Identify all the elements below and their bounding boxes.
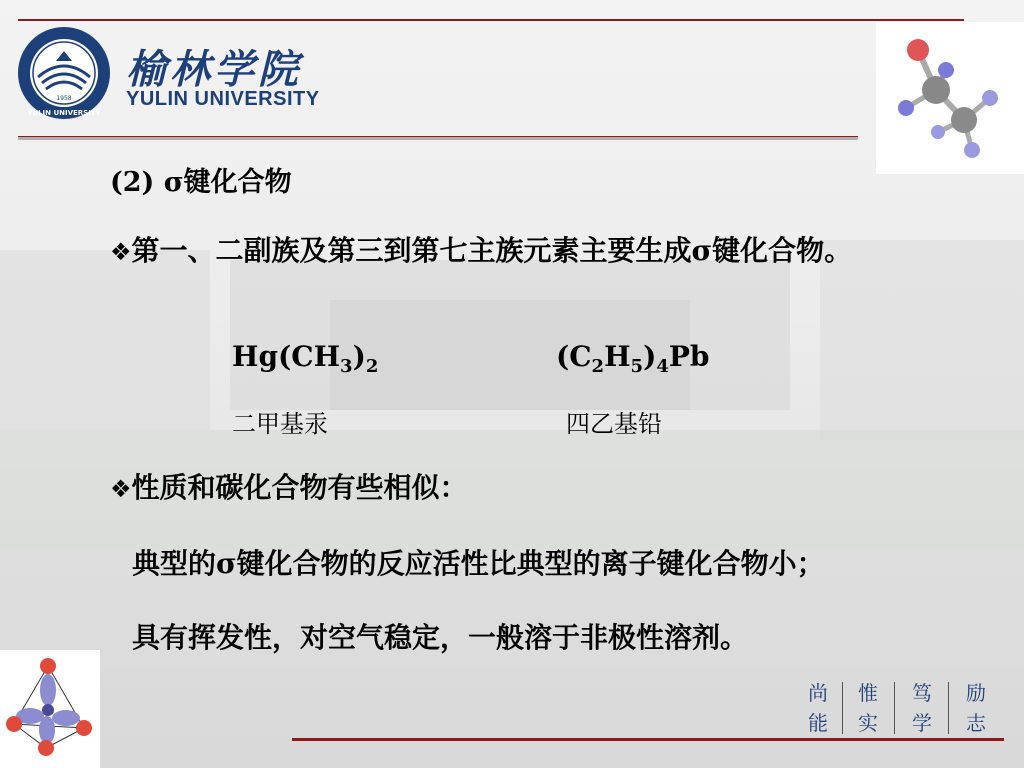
motto-column-4: 励 志	[966, 681, 986, 735]
formula-name-1: 二甲基汞	[232, 410, 328, 438]
formula-tetraethyllead: $(C_2H_5)_4Pb$	[556, 340, 710, 377]
section-title: (2) σ键化合物	[110, 167, 292, 198]
logo-year: 1958	[56, 95, 72, 102]
tetrahedral-molecule-icon	[0, 650, 100, 768]
motto-divider	[894, 682, 895, 734]
motto-divider	[842, 682, 843, 734]
motto-column-3: 笃 学	[912, 681, 932, 735]
university-name-cn: 榆林学院	[126, 46, 302, 93]
formula-dimethylmercury: $Hg(CH_3)_2$	[232, 340, 379, 377]
logo-ring-text: YULIN UNIVERSITY	[27, 109, 101, 117]
body-line-1: 典型的σ键化合物的反应活性比典型的离子键化合物小；	[132, 547, 825, 580]
header-underline	[18, 137, 858, 140]
motto-column-2: 惟 实	[858, 681, 878, 735]
motto-divider	[948, 682, 949, 734]
bullet-icon: ❖	[110, 238, 132, 266]
body-line-2: 具有挥发性，对空气稳定，一般溶于非极性溶剂。	[132, 621, 749, 654]
university-logo-icon	[16, 25, 112, 121]
bullet-point-2-text: 性质和碳化合物有些相似：	[131, 471, 468, 504]
formula-name-2: 四乙基铅	[566, 410, 662, 438]
footer-rule	[292, 738, 1004, 741]
molecule-model-icon	[876, 22, 1024, 174]
bullet-point-2	[110, 466, 468, 506]
bullet-icon: ❖	[110, 475, 132, 503]
bullet-point-1-text: 第一、二副族及第三到第七主族元素主要生成σ键化合物。	[131, 234, 853, 267]
bullet-point-1	[110, 226, 930, 277]
university-motto	[800, 678, 1000, 738]
header-rule	[18, 19, 964, 21]
motto-column-1: 尚 能	[808, 681, 828, 735]
university-name-en: YULIN UNIVERSITY	[126, 88, 320, 110]
